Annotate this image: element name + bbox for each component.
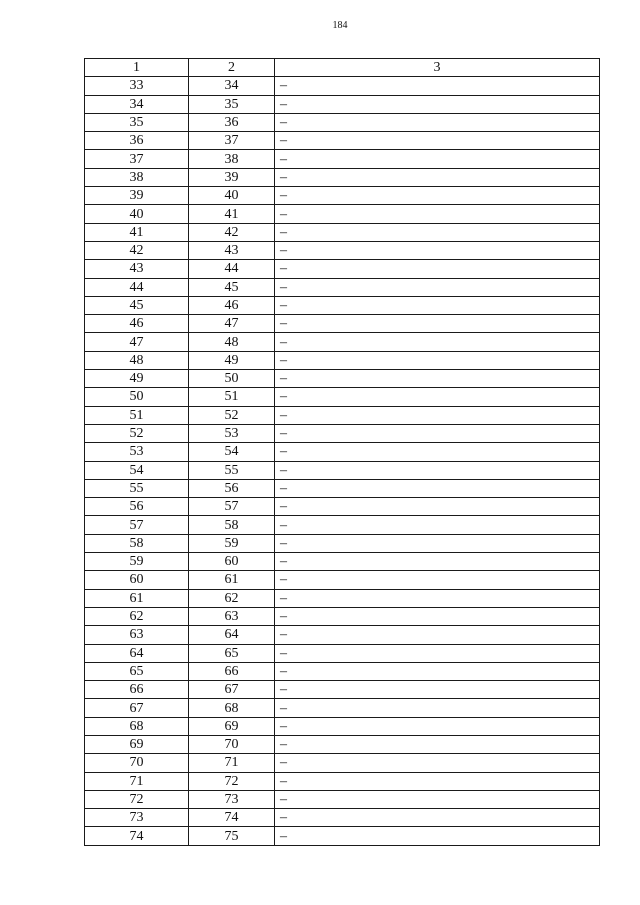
table-row — [85, 95, 600, 113]
cell-col-1: 59 — [85, 553, 189, 571]
table-row — [85, 479, 600, 497]
cell-col-1: 74 — [85, 827, 189, 845]
cell-col-3: – — [275, 205, 600, 223]
cell-col-1: 66 — [85, 681, 189, 699]
cell-col-3: – — [275, 681, 600, 699]
column-header-3: 3 — [275, 59, 600, 77]
table-row — [85, 827, 600, 845]
cell-col-1: 34 — [85, 95, 189, 113]
cell-col-2: 37 — [189, 132, 275, 150]
cell-col-1: 60 — [85, 571, 189, 589]
cell-col-1: 40 — [85, 205, 189, 223]
cell-col-1: 52 — [85, 424, 189, 442]
cell-col-2: 48 — [189, 333, 275, 351]
cell-col-3: – — [275, 443, 600, 461]
cell-col-3: – — [275, 168, 600, 186]
cell-col-2: 64 — [189, 626, 275, 644]
table-row — [85, 150, 600, 168]
cell-col-2: 54 — [189, 443, 275, 461]
cell-col-2: 50 — [189, 370, 275, 388]
cell-col-1: 69 — [85, 735, 189, 753]
cell-col-1: 67 — [85, 699, 189, 717]
cell-col-1: 64 — [85, 644, 189, 662]
cell-col-1: 50 — [85, 388, 189, 406]
cell-col-1: 38 — [85, 168, 189, 186]
cell-col-3: – — [275, 516, 600, 534]
cell-col-2: 44 — [189, 260, 275, 278]
table-row — [85, 296, 600, 314]
cell-col-3: – — [275, 754, 600, 772]
cell-col-2: 68 — [189, 699, 275, 717]
table-row — [85, 735, 600, 753]
cell-col-2: 55 — [189, 461, 275, 479]
cell-col-2: 61 — [189, 571, 275, 589]
table-row — [85, 278, 600, 296]
table-row — [85, 113, 600, 131]
table-row — [85, 406, 600, 424]
table-row — [85, 315, 600, 333]
cell-col-2: 71 — [189, 754, 275, 772]
cell-col-2: 41 — [189, 205, 275, 223]
cell-col-1: 48 — [85, 351, 189, 369]
cell-col-1: 65 — [85, 662, 189, 680]
cell-col-2: 70 — [189, 735, 275, 753]
cell-col-3: – — [275, 790, 600, 808]
cell-col-1: 43 — [85, 260, 189, 278]
table-row — [85, 644, 600, 662]
table-row — [85, 516, 600, 534]
cell-col-2: 45 — [189, 278, 275, 296]
cell-col-3: – — [275, 479, 600, 497]
cell-col-3: – — [275, 241, 600, 259]
table-row — [85, 424, 600, 442]
cell-col-2: 47 — [189, 315, 275, 333]
cell-col-2: 52 — [189, 406, 275, 424]
cell-col-2: 56 — [189, 479, 275, 497]
table-row — [85, 260, 600, 278]
cell-col-1: 41 — [85, 223, 189, 241]
cell-col-1: 53 — [85, 443, 189, 461]
cell-col-1: 61 — [85, 589, 189, 607]
cell-col-2: 69 — [189, 717, 275, 735]
cell-col-3: – — [275, 461, 600, 479]
cell-col-1: 46 — [85, 315, 189, 333]
table-row — [85, 662, 600, 680]
cell-col-3: – — [275, 589, 600, 607]
cell-col-2: 38 — [189, 150, 275, 168]
cell-col-2: 66 — [189, 662, 275, 680]
table-row — [85, 534, 600, 552]
cell-col-1: 42 — [85, 241, 189, 259]
cell-col-1: 36 — [85, 132, 189, 150]
cell-col-3: – — [275, 351, 600, 369]
cell-col-3: – — [275, 735, 600, 753]
cell-col-1: 62 — [85, 607, 189, 625]
cell-col-3: – — [275, 95, 600, 113]
table-row — [85, 626, 600, 644]
table-row — [85, 351, 600, 369]
cell-col-3: – — [275, 662, 600, 680]
table-body — [85, 77, 600, 845]
cell-col-2: 60 — [189, 553, 275, 571]
cell-col-3: – — [275, 607, 600, 625]
cell-col-3: – — [275, 77, 600, 95]
table-row — [85, 168, 600, 186]
cell-col-3: – — [275, 113, 600, 131]
cell-col-1: 71 — [85, 772, 189, 790]
table-row — [85, 187, 600, 205]
table-row — [85, 681, 600, 699]
cell-col-2: 57 — [189, 498, 275, 516]
cell-col-3: – — [275, 187, 600, 205]
table-row — [85, 571, 600, 589]
cell-col-1: 56 — [85, 498, 189, 516]
table-row — [85, 553, 600, 571]
cell-col-2: 46 — [189, 296, 275, 314]
table-row — [85, 223, 600, 241]
table-row — [85, 772, 600, 790]
table-row — [85, 443, 600, 461]
cell-col-1: 72 — [85, 790, 189, 808]
cell-col-1: 55 — [85, 479, 189, 497]
cell-col-3: – — [275, 827, 600, 845]
cell-col-3: – — [275, 333, 600, 351]
cell-col-3: – — [275, 571, 600, 589]
cell-col-3: – — [275, 498, 600, 516]
cell-col-3: – — [275, 132, 600, 150]
cell-col-2: 59 — [189, 534, 275, 552]
page-number: 184 — [332, 20, 348, 31]
table-row — [85, 205, 600, 223]
cell-col-2: 58 — [189, 516, 275, 534]
cell-col-2: 40 — [189, 187, 275, 205]
cell-col-1: 39 — [85, 187, 189, 205]
cell-col-2: 49 — [189, 351, 275, 369]
table-row — [85, 461, 600, 479]
column-header-1: 1 — [85, 59, 189, 77]
cell-col-1: 57 — [85, 516, 189, 534]
table-row — [85, 370, 600, 388]
table-row — [85, 241, 600, 259]
cell-col-3: – — [275, 260, 600, 278]
cell-col-3: – — [275, 370, 600, 388]
cell-col-2: 36 — [189, 113, 275, 131]
cell-col-1: 63 — [85, 626, 189, 644]
cell-col-3: – — [275, 406, 600, 424]
cell-col-1: 47 — [85, 333, 189, 351]
cell-col-2: 39 — [189, 168, 275, 186]
table-row — [85, 589, 600, 607]
cell-col-2: 73 — [189, 790, 275, 808]
data-table — [84, 58, 600, 846]
cell-col-2: 62 — [189, 589, 275, 607]
cell-col-1: 73 — [85, 809, 189, 827]
cell-col-3: – — [275, 424, 600, 442]
cell-col-1: 37 — [85, 150, 189, 168]
cell-col-2: 53 — [189, 424, 275, 442]
table-row — [85, 699, 600, 717]
cell-col-2: 75 — [189, 827, 275, 845]
table-row — [85, 809, 600, 827]
cell-col-3: – — [275, 150, 600, 168]
cell-col-1: 51 — [85, 406, 189, 424]
cell-col-3: – — [275, 223, 600, 241]
cell-col-3: – — [275, 534, 600, 552]
table-row — [85, 754, 600, 772]
cell-col-3: – — [275, 388, 600, 406]
table-row — [85, 717, 600, 735]
table-header-row — [85, 59, 600, 77]
cell-col-2: 42 — [189, 223, 275, 241]
cell-col-3: – — [275, 717, 600, 735]
cell-col-3: – — [275, 296, 600, 314]
cell-col-2: 34 — [189, 77, 275, 95]
cell-col-2: 43 — [189, 241, 275, 259]
cell-col-2: 63 — [189, 607, 275, 625]
table-row — [85, 498, 600, 516]
cell-col-1: 58 — [85, 534, 189, 552]
table-row — [85, 132, 600, 150]
table-row — [85, 607, 600, 625]
column-header-2: 2 — [189, 59, 275, 77]
cell-col-1: 44 — [85, 278, 189, 296]
table-row — [85, 333, 600, 351]
cell-col-1: 54 — [85, 461, 189, 479]
cell-col-3: – — [275, 772, 600, 790]
cell-col-3: – — [275, 699, 600, 717]
cell-col-2: 51 — [189, 388, 275, 406]
cell-col-1: 70 — [85, 754, 189, 772]
cell-col-1: 35 — [85, 113, 189, 131]
cell-col-2: 74 — [189, 809, 275, 827]
cell-col-3: – — [275, 809, 600, 827]
table-row — [85, 388, 600, 406]
cell-col-2: 35 — [189, 95, 275, 113]
cell-col-1: 49 — [85, 370, 189, 388]
cell-col-1: 45 — [85, 296, 189, 314]
cell-col-3: – — [275, 644, 600, 662]
cell-col-2: 65 — [189, 644, 275, 662]
table-row — [85, 77, 600, 95]
cell-col-1: 33 — [85, 77, 189, 95]
cell-col-3: – — [275, 278, 600, 296]
cell-col-3: – — [275, 553, 600, 571]
cell-col-2: 67 — [189, 681, 275, 699]
cell-col-2: 72 — [189, 772, 275, 790]
cell-col-3: – — [275, 626, 600, 644]
cell-col-3: – — [275, 315, 600, 333]
cell-col-1: 68 — [85, 717, 189, 735]
table-row — [85, 790, 600, 808]
